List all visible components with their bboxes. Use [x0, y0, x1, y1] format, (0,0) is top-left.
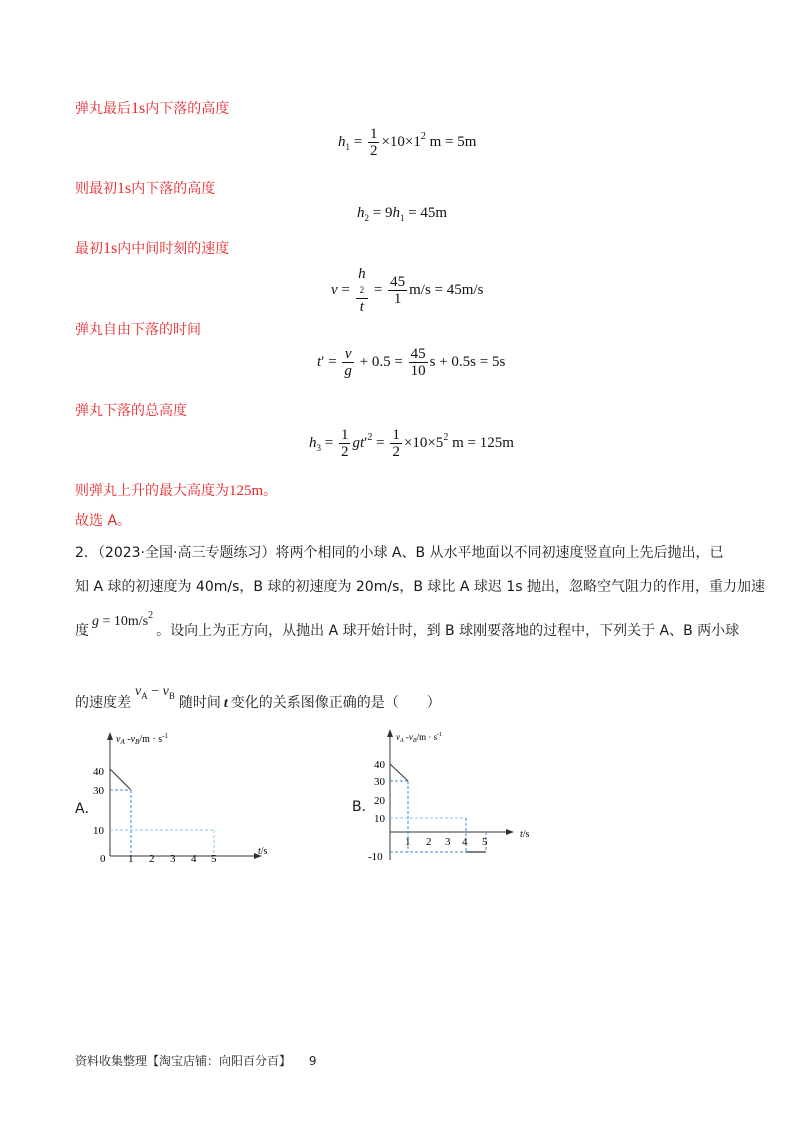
b-xlabel: t/s — [520, 829, 530, 840]
question-line-2: 知 A 球的初速度为 40m/s，B 球的初速度为 20m/s，B 球比 A 球迟 1s 抛出，忽略空气阻力的作用，重力加速 — [75, 579, 765, 595]
question-number: 2． — [75, 545, 98, 561]
g-formula: $g = 10m/s^2$ — [92, 610, 154, 629]
b-xtick-2: 2 — [426, 836, 432, 848]
solution-line-1-tail: 内下落的高度 — [145, 101, 230, 117]
solution-line-3 — [75, 238, 229, 258]
solution-line-6 — [75, 480, 277, 500]
formula-h3: $h_3$ = $\frac{1}{2}$ $gt'^2$ = $\frac{1}{2}$ $\times 10\times 5^2$ m = 125m — [309, 427, 514, 460]
question-line-1 — [75, 542, 724, 562]
a-ytick-10: 10 — [93, 825, 104, 837]
solution-line-6-end: 。 — [263, 483, 278, 499]
question-text-3-post: 。设向上为正方向，从抛出 A 球开始计时，到 B 球刚要落地的过程中，下列关于 A、B 两小球 — [156, 623, 740, 639]
option-b-label[interactable]: B． — [352, 799, 376, 815]
question-text-3-pre: 度 — [75, 623, 89, 639]
option-a-label[interactable]: A． — [75, 801, 99, 817]
option-a-graph — [90, 728, 290, 868]
question-text-4-post: 变化的关系图像正确的是（ ） — [230, 695, 441, 711]
b-y-arrow — [387, 729, 393, 737]
b-ytick-neg10: -10 — [368, 851, 383, 863]
question-source: （2023·全国·高三专题练习） — [97, 545, 276, 561]
a-xtick-5: 5 — [211, 853, 217, 865]
b-xtick-1: 1 — [405, 836, 411, 848]
solution-line-3-tail: 内中间时刻的速度 — [117, 241, 230, 257]
solution-line-6-text: 则弹丸上升的最大高度为 — [75, 483, 229, 499]
solution-line-4: 弹丸自由下落的时间 — [75, 322, 201, 338]
solution-line-2-unit: 1s — [117, 180, 132, 197]
solution-line-2-text: 则最初 — [75, 181, 117, 197]
solution-line-2-tail: 内下落的高度 — [131, 181, 216, 197]
b-series-line-1 — [390, 764, 408, 781]
a-ylabel: $v_A$ $-v_B/m \cdot s^{-1}$ — [116, 732, 168, 746]
page-number: 9 — [308, 1054, 317, 1068]
solution-line-1 — [75, 98, 229, 118]
velocity-diff-formula: $v_A - v_B$ — [135, 684, 175, 701]
question-text-4-pre: 的速度差 — [75, 695, 131, 711]
a-xtick-1: 1 — [128, 853, 134, 865]
question-text-1: 将两个相同的小球 A、B 从水平地面以不同初速度竖直向上先后抛出，已 — [275, 545, 724, 561]
solution-line-2 — [75, 178, 215, 198]
solution-line-1-unit: 1s — [131, 100, 146, 117]
formula-h1: $h_1$ = $\frac{1}{2}$ $\times 10\times 1^2$ m = 5m — [338, 126, 477, 159]
question-line-3 — [75, 610, 740, 650]
solution-line-6-value: 125m — [229, 483, 264, 499]
solution-line-7: 故选 A。 — [75, 513, 132, 529]
question-line-4 — [75, 680, 441, 714]
question-text-4-t: t — [223, 696, 228, 711]
b-ytick-10: 10 — [374, 813, 385, 825]
b-x-arrow — [506, 829, 514, 835]
a-xtick-4: 4 — [191, 853, 197, 865]
solution-line-1-text: 弹丸最后 — [75, 101, 131, 117]
question-text-4-mid: 随时间 — [178, 695, 221, 711]
a-origin: 0 — [100, 853, 106, 865]
b-ylabel: $v_A$ $-v_B/m \cdot s^{-1}$ — [396, 732, 443, 744]
b-ytick-20: 20 — [374, 795, 385, 807]
b-xtick-3: 3 — [445, 836, 451, 848]
b-ytick-40: 40 — [374, 759, 385, 771]
footer — [75, 1052, 316, 1069]
formula-h2: $h_2 = 9h_1 = 45m$ — [357, 205, 448, 223]
solution-line-3-unit: 1s — [103, 240, 118, 257]
a-xtick-3: 3 — [170, 853, 176, 865]
a-y-arrow — [107, 732, 113, 740]
a-xtick-2: 2 — [149, 853, 155, 865]
solution-line-5: 弹丸下落的总高度 — [75, 403, 187, 419]
b-xtick-5: 5 — [482, 836, 488, 848]
footer-text: 资料收集整理【淘宝店铺：向阳百分百】 — [75, 1054, 292, 1068]
option-b-graph — [368, 724, 548, 864]
solution-line-3-text: 最初 — [75, 241, 103, 257]
a-xlabel: t/s — [258, 846, 268, 857]
b-xtick-4: 4 — [462, 836, 468, 848]
a-series-line — [110, 769, 131, 790]
b-ytick-30: 30 — [374, 776, 385, 788]
formula-v: v = h 2 t = $\frac{45}{1}$ m/s = 45m/s — [331, 266, 484, 315]
a-ytick-40: 40 — [93, 766, 104, 778]
formula-t-prime: t′ = $\frac{v}{g}$ + 0.5 = $\frac{45}{10}$ s + 0.5s = 5s — [317, 346, 506, 379]
a-ytick-30: 30 — [93, 785, 104, 797]
